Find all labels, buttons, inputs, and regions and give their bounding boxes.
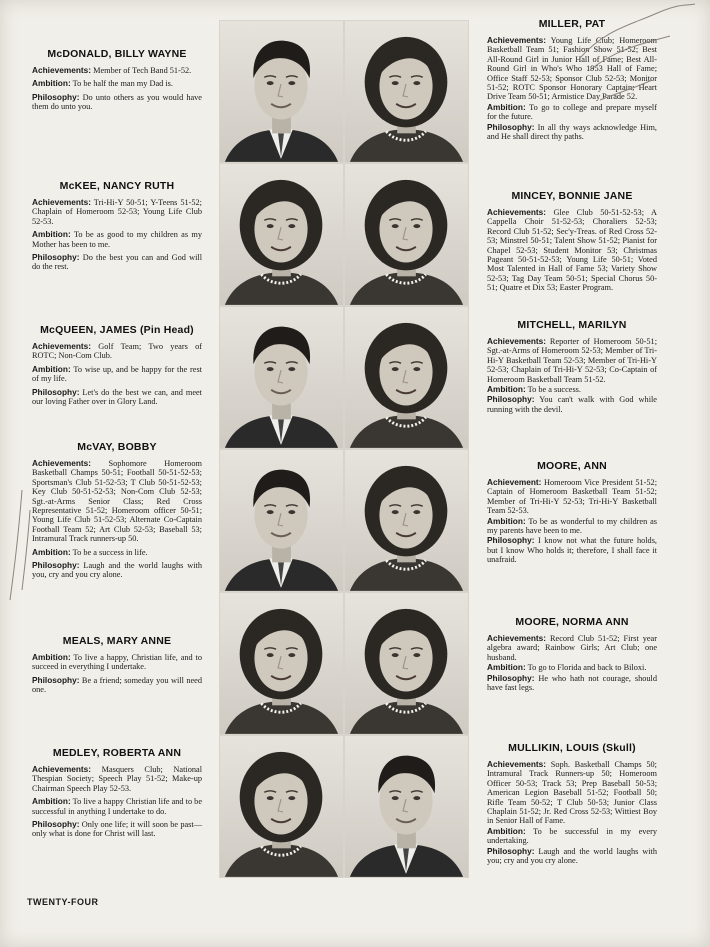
student-field xyxy=(487,517,657,536)
student-name: McQUEEN, JAMES (Pin Head) xyxy=(40,324,194,336)
field-text: Member of Tech Band 51-52. xyxy=(91,66,192,75)
portrait-silhouette xyxy=(220,164,343,305)
student-field xyxy=(487,760,657,826)
student-name: McVAY, BOBBY xyxy=(77,441,157,453)
field-label: Philosophy: xyxy=(32,91,80,102)
page-number: TWENTY-FOUR xyxy=(27,897,99,907)
student-fields xyxy=(32,653,202,695)
student-entry-mckee xyxy=(32,180,202,276)
field-text: To be a success. xyxy=(525,385,581,395)
field-text: Reporter of Homeroom 50-51; Sgt.-at-Arms of Homeroom 52-53; Member of Tri-Hi-Y Basketball Team 52-53; Member of Tri-Hi-Y 52-53; Chaplain of Tri-Hi-Y 52-53; Co-Captain of Homeroom Basketball Team 51-52. xyxy=(487,337,657,384)
student-field xyxy=(487,536,657,564)
student-fields xyxy=(32,459,202,580)
field-text: Only one life; it will soon be past—only what is done for Christ will last. xyxy=(32,820,202,839)
field-label: Ambition: xyxy=(32,363,71,374)
field-label: Ambition: xyxy=(32,229,71,240)
student-entry-mcqueen xyxy=(32,324,202,410)
student-fields xyxy=(487,337,657,414)
student-name: MINCEY, BONNIE JANE xyxy=(511,190,633,202)
field-label: Philosophy: xyxy=(32,674,80,685)
field-text: To be a success in life. xyxy=(70,547,148,557)
student-field xyxy=(487,478,657,516)
student-field xyxy=(32,653,202,672)
student-fields xyxy=(487,36,657,141)
student-field xyxy=(487,674,657,693)
field-label: Philosophy: xyxy=(32,819,80,830)
student-entry-mitchell xyxy=(487,319,657,415)
portrait-photo xyxy=(219,306,344,449)
portrait-silhouette xyxy=(220,21,343,162)
student-fields xyxy=(32,198,202,272)
student-fields xyxy=(32,66,202,112)
student-name: MEDLEY, ROBERTA ANN xyxy=(52,747,182,759)
student-name: McDONALD, BILLY WAYNE xyxy=(47,48,187,60)
portrait-photo xyxy=(344,20,469,163)
student-name: MITCHELL, MARILYN xyxy=(517,319,627,331)
field-label: Achievements: xyxy=(487,207,547,217)
field-label: Ambition: xyxy=(32,796,71,807)
student-field xyxy=(487,337,657,384)
field-text: Laugh and the world laughs with you; cry and you cry alone. xyxy=(487,846,657,866)
student-name: MOORE, NORMA ANN xyxy=(515,616,629,628)
field-label: Philosophy: xyxy=(487,121,535,132)
field-label: Achievements: xyxy=(32,197,92,207)
field-label: Achievements: xyxy=(32,458,92,468)
student-field xyxy=(487,123,657,142)
student-name: McKEE, NANCY RUTH xyxy=(59,180,175,192)
portrait-silhouette xyxy=(220,593,343,734)
student-field xyxy=(32,765,202,793)
portrait-silhouette xyxy=(220,307,343,448)
student-entry-mcdonald xyxy=(32,48,202,116)
field-label: Philosophy: xyxy=(487,394,535,405)
field-label: Philosophy: xyxy=(32,386,80,397)
field-text: Do unto others as you would have them do unto you. xyxy=(32,92,202,112)
field-label: Philosophy: xyxy=(487,845,535,856)
student-entry-mincey xyxy=(487,190,657,294)
field-label: Ambition: xyxy=(487,384,526,395)
student-field xyxy=(32,459,202,544)
field-label: Philosophy: xyxy=(32,560,80,571)
student-entry-medley xyxy=(32,747,202,843)
field-label: Ambition: xyxy=(32,546,71,557)
field-text: Masquers Club; National Thespian Society; Speech Play 51-52; Make-up Chairman Speech Play 52-53. xyxy=(32,765,202,793)
student-field xyxy=(487,663,657,672)
portrait-photo xyxy=(344,735,469,878)
field-label: Philosophy: xyxy=(32,252,80,263)
student-field xyxy=(487,634,657,662)
student-fields xyxy=(487,760,657,865)
student-field xyxy=(32,198,202,226)
student-field xyxy=(487,395,657,414)
student-entry-moore-ann xyxy=(487,460,657,566)
student-field xyxy=(32,79,202,88)
field-text: Laugh and the world laughs with you, cry and you cry alone. xyxy=(32,561,202,580)
student-field xyxy=(32,676,202,695)
field-label: Achievements: xyxy=(32,764,92,774)
field-text: To wise up, and be happy for the rest of my life. xyxy=(32,364,202,384)
portrait-photo xyxy=(344,449,469,592)
student-field xyxy=(32,66,202,75)
student-field xyxy=(32,93,202,112)
student-field xyxy=(32,365,202,384)
portrait-photo xyxy=(344,163,469,306)
student-field xyxy=(487,208,657,293)
student-fields xyxy=(487,208,657,293)
field-label: Achievements: xyxy=(487,336,547,346)
student-field xyxy=(487,103,657,122)
portrait-silhouette xyxy=(220,736,343,877)
field-text: To be as wonderful to my children as my parents have been to me. xyxy=(487,516,657,536)
student-entry-meals xyxy=(32,635,202,699)
field-text: In all thy ways acknowledge Him, and He shall direct thy paths. xyxy=(487,122,657,142)
field-label: Ambition: xyxy=(487,825,526,836)
field-text: Golf Team; Two years of ROTC; Non-Com Club. xyxy=(32,342,202,361)
field-label: Ambition: xyxy=(487,662,526,673)
field-label: Achievements: xyxy=(487,633,547,643)
portrait-photo xyxy=(219,735,344,878)
portrait-silhouette xyxy=(345,593,468,734)
field-text: To live a happy, Christian life, and to succeed in everything I undertake. xyxy=(32,653,202,672)
field-label: Ambition: xyxy=(487,515,526,526)
portrait-photo xyxy=(219,592,344,735)
student-entry-moore-norma xyxy=(487,616,657,693)
portrait-silhouette xyxy=(220,450,343,591)
student-field xyxy=(32,820,202,839)
field-label: Achievements: xyxy=(32,65,92,75)
student-field xyxy=(487,827,657,846)
field-text: You can't walk with God while running with the devil. xyxy=(487,395,657,414)
student-field xyxy=(32,253,202,272)
field-text: Be a friend; someday you will need one. xyxy=(32,675,202,695)
student-entry-mullikin xyxy=(487,742,657,866)
field-label: Achievements: xyxy=(487,759,547,769)
student-field xyxy=(32,561,202,580)
field-text: Young Life Club; Homeroom Basketball Team 51; Fashion Show 51-52; Best All-Round Girl in Junior Hall of Fame; Best All-Round Girl in Who's Who 1953 Hall of Fame; Office Staff 52-53; Sponsor Club 52-53; Monitor 51-52; ROTC Sponsor Honorary Captain; Heart Drive Team 50-51; Armistice Day Parade 52. xyxy=(487,36,657,102)
student-field xyxy=(32,230,202,249)
field-text: Do the best you can and God will do the rest. xyxy=(32,253,202,272)
field-text: To be as good to my children as my Mother has been to me. xyxy=(32,230,202,249)
field-label: Ambition: xyxy=(32,78,71,89)
portrait-photo xyxy=(219,20,344,163)
student-field xyxy=(32,548,202,557)
student-fields xyxy=(487,634,657,692)
student-fields xyxy=(32,342,202,406)
student-fields xyxy=(32,765,202,839)
field-text: Homeroom Vice President 51-52; Captain of Homeroom Basketball Team 51-52; Member of Tri-Hi-Y 52-53; Tri-Hi-Y Basketball Team 52-53. xyxy=(487,478,657,516)
student-entry-mcvay xyxy=(32,441,202,584)
portrait-silhouette xyxy=(345,21,468,162)
student-field xyxy=(487,385,657,394)
field-text: To go to college and prepare myself for the future. xyxy=(487,102,657,122)
portrait-silhouette xyxy=(345,307,468,448)
field-label: Achievement: xyxy=(487,477,542,487)
portrait-photo xyxy=(219,449,344,592)
student-entry-miller xyxy=(487,18,657,142)
field-text: Soph. Basketball Champs 50; Intramural Track Runners-up 50; Homeroom Officer 50-53; Track 53; Prep Baseball 50-53; American Legion Baseball 51-52; Football 50; Rifle Team 50-52; T Club 50-53; Junior Class Chaplain 51-52; Jr. Red Cross 52-53; Wittiest Boy in Senior Hall of Fame. xyxy=(487,760,657,826)
field-text: Record Club 51-52; First year algebra award; Rainbow Girls; Art Club; one husband. xyxy=(487,634,657,662)
portrait-grid xyxy=(219,20,469,878)
field-label: Philosophy: xyxy=(487,535,535,546)
student-name: MOORE, ANN xyxy=(537,460,607,472)
field-text: I know not what the future holds, but I know Who holds it; therefore, I shall face it unafraid. xyxy=(487,536,657,565)
field-text: Glee Club 50-51-52-53; A Cappella Choir 51-52-53; Choraliers 52-53; Record Club 51-52; Sec'y-Treas. of Red Cross 52-53; Minstrel 50-51; Talent Show 51-52; Pianist for Chapel 52-53; Student Monitor 53; Christmas Pageant 50-51-52-53; Young Life 50-51; Voted Most Talented in Hall of Fame 53; Variety Show 52-53; Tag Day Team 50-51; Special Chorus 50-51; Quatre et Dix 53; Easter Program. xyxy=(487,208,657,293)
portrait-silhouette xyxy=(345,164,468,305)
field-label: Achievements: xyxy=(487,35,547,45)
field-text: To go to Florida and back to Biloxi. xyxy=(525,663,647,673)
student-field xyxy=(487,36,657,102)
field-text: Tri-Hi-Y 50-51; Y-Teens 51-52; Chaplain of Homeroom 52-53; Young Life Club 52-53. xyxy=(32,198,202,226)
student-name: MULLIKIN, LOUIS (Skull) xyxy=(508,742,636,754)
student-field xyxy=(32,342,202,361)
field-text: To be half the man my Dad is. xyxy=(70,79,173,89)
student-name: MEALS, MARY ANNE xyxy=(62,635,172,647)
field-text: To be successful in my every undertaking. xyxy=(487,826,657,846)
student-field xyxy=(32,797,202,816)
field-text: To live a happy Christian life and to be successful in anything I undertake to do. xyxy=(32,797,203,816)
student-fields xyxy=(487,478,657,565)
portrait-silhouette xyxy=(345,736,468,877)
portrait-photo xyxy=(344,306,469,449)
field-label: Ambition: xyxy=(32,652,71,662)
portrait-photo xyxy=(219,163,344,306)
portrait-photo xyxy=(344,592,469,735)
field-text: Let's do the best we can, and meet our loving Father over in Glory Land. xyxy=(32,387,202,407)
student-field xyxy=(487,847,657,866)
portrait-silhouette xyxy=(345,450,468,591)
field-label: Achievements: xyxy=(32,341,92,351)
field-text: He who hath not courage, should have fast legs. xyxy=(487,673,657,693)
field-label: Philosophy: xyxy=(487,672,535,683)
field-text: Sophomore Homeroom Basketball Champs 50-51; Football 50-51-52-53; Sportsman's Club 51-52-53; T Club 50-51-52-53; Key Club 50-51-52-53; Non-Com Club 52-53; Sgt.-at-Arms Senior Class; Red Cross Representative 51-52; Homeroom officer 50-51; Young Life Club 51-52-53; Alternate Co-Captain Football Team 52; Art Club 52-53; Baseball 53; Intramural Track runners-up 50. xyxy=(32,459,202,544)
student-field xyxy=(32,388,202,407)
field-label: Ambition: xyxy=(487,101,526,112)
student-name: MILLER, PAT xyxy=(538,18,606,30)
